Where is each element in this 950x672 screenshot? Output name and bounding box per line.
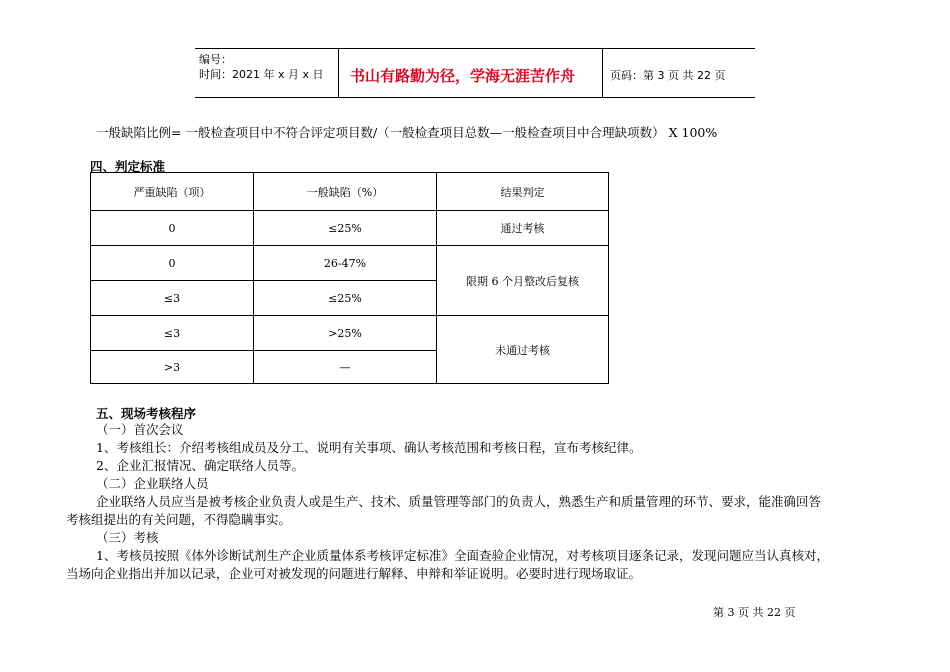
general-defect-cell: >25% (254, 316, 437, 351)
header-motto: 书山有路勤为径，学海无涯苦作舟 (350, 67, 576, 85)
table-header-cell: 一般缺陷（%） (254, 173, 437, 211)
page-footer: 第 3 页 共 22 页 (713, 606, 796, 619)
header-divider-left (338, 48, 339, 97)
table-header-cell: 严重缺陷（项） (91, 173, 254, 211)
serious-defect-cell: ≤3 (91, 281, 254, 316)
general-defect-cell: 26-47% (254, 246, 437, 281)
body-line: 当场向企业指出并加以记录，企业可对被发现的问题进行解释、申辩和举证说明。必要时进行现场取证。 (66, 566, 642, 581)
serious-defect-cell: ≤3 (91, 316, 254, 351)
section4-title: 四、判定标准 (90, 159, 166, 174)
table-row (91, 246, 609, 281)
result-cell: 通过考核 (437, 211, 609, 246)
subsection-heading: （二）企业联络人员 (96, 476, 209, 491)
general-defect-cell: — (254, 351, 437, 384)
general-defect-cell: ≤25% (254, 281, 437, 316)
criteria-table (90, 172, 609, 384)
result-cell: 未通过考核 (437, 316, 609, 384)
general-defect-cell: ≤25% (254, 211, 437, 246)
table-header-row (91, 173, 609, 211)
body-line: 1、考核员按照《体外诊断试剂生产企业质量体系考核评定标准》全面查验企业情况，对考核项目逐条记录，发现问题应当认真核对， (96, 548, 829, 563)
serious-defect-cell: >3 (91, 351, 254, 384)
section5-title: 五、现场考核程序 (96, 406, 197, 421)
header-top-rule (195, 48, 755, 49)
header-time-label: 时间：2021 年 x 月 x 日 (199, 68, 324, 81)
header-page-label: 页码：第 3 页 共 22 页 (610, 69, 726, 82)
serious-defect-cell: 0 (91, 211, 254, 246)
subsection-heading: （一）首次会议 (96, 422, 184, 437)
serious-defect-cell: 0 (91, 246, 254, 281)
header-divider-right (602, 48, 603, 97)
header-number-label: 编号： (199, 53, 232, 66)
body-line: 2、企业汇报情况、确定联络人员等。 (96, 458, 304, 473)
body-line: 考核组提出的有关问题，不得隐瞒事实。 (66, 512, 292, 527)
table-row (91, 211, 609, 246)
table-header-cell: 结果判定 (437, 173, 609, 211)
defect-ratio-formula: 一般缺陷比例= 一般检查项目中不符合评定项目数/（一般检查项目总数—一般检查项目中合理缺项数） X 100% (96, 125, 718, 140)
table-row (91, 316, 609, 351)
body-line: 企业联络人员应当是被考核企业负责人或是生产、技术、质量管理等部门的负责人，熟悉生产和质量管理的环节、要求，能准确回答 (96, 494, 822, 509)
body-line: 1、考核组长：介绍考核组成员及分工、说明有关事项、确认考核范围和考核日程，宣布考核纪律。 (96, 440, 642, 455)
header-bottom-rule (195, 97, 755, 98)
result-cell: 限期 6 个月整改后复核 (437, 246, 609, 316)
subsection-heading: （三）考核 (96, 530, 159, 545)
